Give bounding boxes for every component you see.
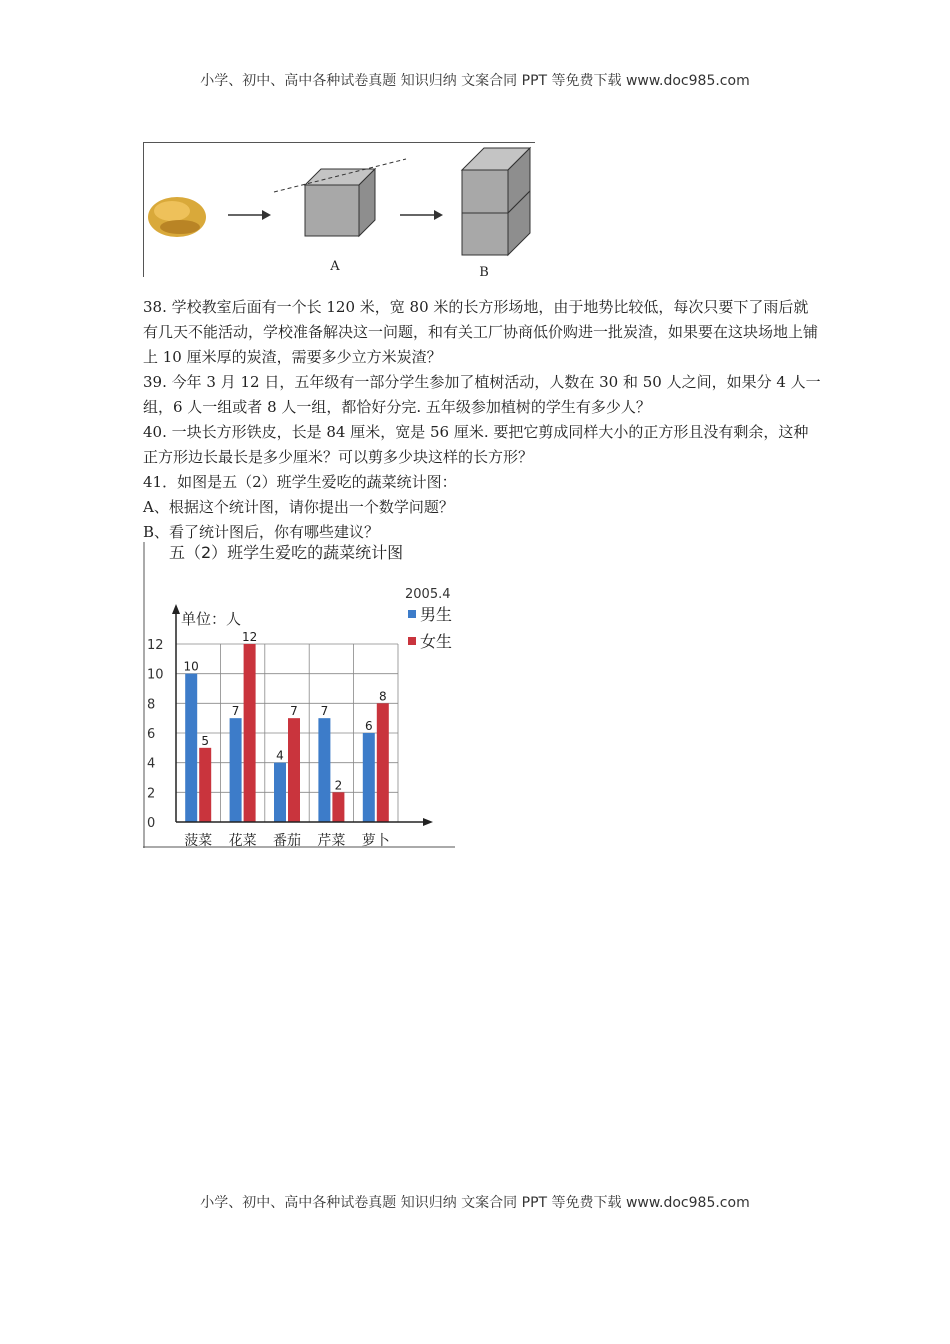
chart-date: 2005.4 [405, 587, 451, 602]
y-tick-label: 12 [147, 638, 164, 653]
legend-label: 女生 [420, 632, 453, 651]
data-label: 2 [334, 778, 343, 793]
x-tick-label: 芹菜 [317, 833, 346, 848]
data-label: 8 [378, 689, 387, 704]
y-tick-label: 6 [147, 727, 156, 742]
question-41: 41．如图是五（2）班学生爱吃的蔬菜统计图： [143, 473, 457, 491]
x-tick-label: 花菜 [228, 833, 257, 848]
y-tick-label: 10 [147, 667, 164, 683]
data-label: 12 [241, 630, 258, 644]
x-tick-label: 番茄 [273, 833, 301, 848]
y-tick-label: 0 [147, 816, 156, 831]
question-41-part-a: A、根据这个统计图，请你提出一个数学问题？ [143, 498, 454, 516]
figure-potato-cubes [143, 142, 535, 277]
y-tick-label: 2 [147, 786, 156, 802]
y-axis-arrow-icon [172, 604, 180, 614]
question-40: 40. 一块长方形铁皮，长是 84 厘米，宽是 56 厘米. 要把它剪成同样大小的正方形且没有剩余，这种正方形边长最长是多少厘米？可以剪多少块这样的长方形？ [143, 423, 809, 466]
data-label: 7 [231, 704, 240, 719]
question-39: 39. 今年 3 月 12 日，五年级有一部分学生参加了植树活动，人数在 30 和 50 人之间，如果分 4 人一组，6 人一组或者 8 人一组，都恰好分完. 五年级参加植树的学生有多少人？ [143, 373, 821, 416]
y-tick-label: 8 [147, 697, 156, 713]
bar-female [288, 718, 300, 822]
arrow-right-icon [400, 210, 443, 220]
label-a: A [330, 259, 340, 274]
label-b: B [479, 265, 489, 277]
legend-swatch [408, 610, 416, 618]
data-label: 6 [364, 719, 373, 733]
bar-female [377, 703, 389, 822]
bar-male [185, 674, 197, 822]
data-label: 7 [290, 704, 298, 719]
x-tick-label: 菠菜 [184, 833, 213, 848]
y-axis-label: 单位：人 [181, 610, 242, 628]
arrow-right-icon [228, 210, 271, 220]
legend-label: 男生 [420, 605, 453, 624]
potato-icon [148, 197, 206, 237]
y-tick-label: 4 [147, 756, 156, 772]
data-label: 5 [201, 733, 210, 748]
question-41-part-b: B、看了统计图后，你有哪些建议？ [143, 523, 380, 541]
cube-a-shape [274, 159, 406, 236]
data-label: 10 [183, 659, 199, 674]
bar-female [332, 792, 344, 822]
x-tick-label: 萝卜 [361, 833, 390, 848]
bar-female [199, 748, 211, 822]
bar-male [363, 733, 375, 822]
x-axis-arrow-icon [423, 818, 433, 826]
chart-title: 五（2）班学生爱吃的蔬菜统计图 [169, 543, 404, 562]
bar-female [244, 644, 256, 822]
page-header: 小学、初中、高中各种试卷真题 知识归纳 文案合同 PPT 等免费下载 www.doc985.com [200, 73, 750, 89]
page-footer: 小学、初中、高中各种试卷真题 知识归纳 文案合同 PPT 等免费下载 www.doc985.com [200, 1195, 750, 1211]
chart-bars [184, 630, 389, 822]
bar-male [318, 718, 330, 822]
bar-male [230, 718, 242, 822]
bar-male [274, 763, 286, 822]
data-label: 7 [320, 704, 329, 719]
cube-b-shape [462, 148, 530, 255]
data-label: 4 [276, 748, 284, 763]
legend-swatch [408, 637, 416, 645]
chart-legend [408, 605, 452, 651]
vegetable-chart [143, 542, 458, 848]
question-38: 38. 学校教室后面有一个长 120 米，宽 80 米的长方形场地，由于地势比较低，每次只要下了雨后就有几天不能活动，学校准备解决这一问题，和有关工厂协商低价购进一批炭渣，如果要在这块场地上铺上 10 厘米厚的炭渣，需要多少立方米炭渣？ [143, 298, 819, 366]
